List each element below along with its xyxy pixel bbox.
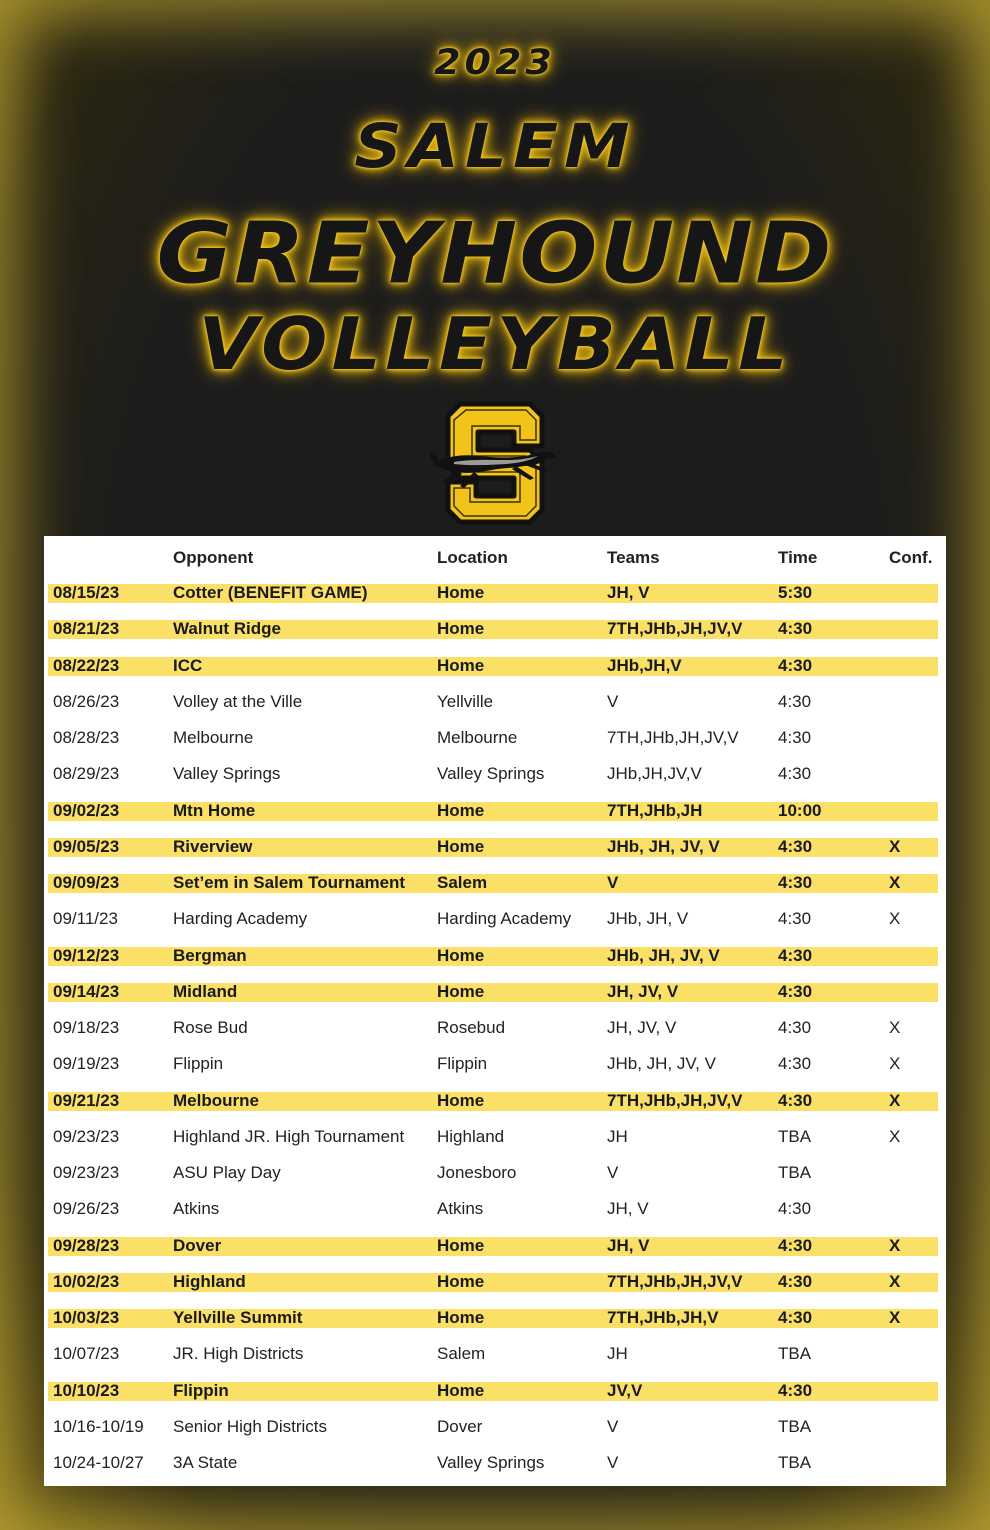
table-row [44,618,946,642]
row-opponent: Melbourne [173,1090,259,1110]
row-date: 08/28/23 [53,728,120,747]
row-date: 08/29/23 [53,764,120,784]
row-opponent: Bergman [173,945,247,965]
row-date: 09/09/23 [53,873,120,892]
row-location: Home [437,1308,485,1327]
row-location: Rosebud [437,1018,506,1037]
row-conf: X [889,909,901,929]
row-teams: V [607,1453,619,1472]
row-date: 10/07/23 [53,1344,120,1364]
row-date: 09/26/23 [53,1199,120,1219]
row-opponent: Riverview [173,836,253,856]
row-location: Home [437,981,485,1001]
row-date: 09/23/23 [53,1163,120,1182]
row-location: Home [437,655,485,675]
row-date: 09/12/23 [53,945,120,965]
table-row [44,582,946,606]
table-row [44,1017,946,1041]
row-time: 4:30 [778,1380,813,1400]
row-conf: X [889,1308,901,1327]
row-opponent: Harding Academy [173,909,308,929]
row-location: Valley Springs [437,764,545,784]
title-mascot: GREYHOUND [156,204,834,303]
row-teams: JH, V [607,1235,650,1255]
row-location: Dover [437,1416,483,1436]
row-conf: X [889,873,901,892]
row-time: 4:30 [778,1054,812,1074]
row-opponent: Flippin [173,1054,224,1074]
row-conf: X [889,1126,901,1146]
table-row [44,1053,946,1077]
row-opponent: ASU Play Day [173,1163,281,1182]
row-opponent: Midland [173,981,238,1001]
row-time: 4:30 [778,1199,812,1219]
row-date: 09/14/23 [53,981,120,1001]
row-teams: 7TH,JHb,JH,JV,V [607,619,743,639]
row-opponent: Walnut Ridge [173,619,281,639]
row-time: 4:30 [778,728,812,747]
table-row [44,981,946,1005]
row-date: 10/10/23 [53,1380,120,1400]
row-location: Home [437,945,485,965]
row-teams: JHb,JH,V [607,655,682,675]
row-teams: JHb,JH,JV,V [607,764,702,784]
table-row [44,727,946,751]
table-row [44,1452,946,1476]
table-row [44,945,946,969]
row-opponent: Highland [173,1271,246,1291]
row-time: 4:30 [778,619,813,639]
row-date: 10/02/23 [53,1271,120,1291]
row-location: Home [437,1090,485,1110]
row-teams: JH, JV, V [607,981,679,1001]
row-teams: JH, JV, V [607,1018,677,1037]
header-time: Time [778,548,818,567]
row-time: 4:30 [778,1271,813,1291]
row-date: 10/16-10/19 [53,1416,144,1436]
row-time: 5:30 [778,583,813,602]
row-location: Salem [437,1344,486,1364]
row-date: 08/21/23 [53,619,120,639]
row-teams: V [607,691,619,711]
row-date: 08/22/23 [53,655,120,675]
row-location: Melbourne [437,728,518,747]
row-date: 09/28/23 [53,1235,120,1255]
row-time: 4:30 [778,691,812,711]
row-time: TBA [778,1126,812,1146]
row-opponent: Highland JR. High Tournament [173,1126,405,1146]
title-sport: VOLLEYBALL [198,303,792,387]
row-date: 09/05/23 [53,836,120,856]
row-location: Highland [437,1126,505,1146]
row-location: Home [437,1235,485,1255]
row-opponent: Atkins [173,1199,220,1219]
row-opponent: Rose Bud [173,1018,248,1037]
row-teams: 7TH,JHb,JH,JV,V [607,1090,743,1110]
table-row [44,1343,946,1367]
row-opponent: Mtn Home [173,800,256,820]
row-opponent: Set’em in Salem Tournament [173,873,406,892]
row-time: TBA [778,1344,812,1364]
schedule-table [44,536,946,1486]
row-date: 08/15/23 [53,583,120,602]
row-conf: X [889,836,901,856]
row-conf: X [889,1235,901,1255]
row-time: TBA [778,1416,812,1436]
row-time: 4:30 [778,873,813,892]
title-year: 2023 [434,41,556,83]
row-teams: 7TH,JHb,JH,V [607,1308,719,1327]
row-teams: 7TH,JHb,JH [607,800,703,820]
row-location: Flippin [437,1054,488,1074]
row-location: Home [437,800,485,820]
table-row [44,1235,946,1259]
row-time: 4:30 [778,1235,813,1255]
row-location: Home [437,619,485,639]
row-teams: JH, V [607,583,650,602]
row-conf: X [889,1090,901,1110]
row-teams: JH [607,1344,628,1364]
header-location: Location [437,548,508,567]
row-teams: V [607,873,619,892]
row-opponent: Melbourne [173,728,254,747]
row-opponent: JR. High Districts [173,1344,304,1364]
row-conf: X [889,1018,901,1037]
row-time: 4:30 [778,909,812,929]
table-header [44,548,946,574]
table-row [44,1380,946,1404]
row-teams: V [607,1416,619,1436]
row-teams: JHb, JH, JV, V [607,836,720,856]
row-teams: JHb, JH, JV, V [607,945,720,965]
table-row [44,908,946,932]
row-location: Home [437,583,485,602]
row-opponent: Yellville Summit [173,1308,303,1327]
row-time: TBA [778,1163,812,1182]
row-time: TBA [778,1453,812,1472]
header-opponent: Opponent [173,548,254,567]
row-location: Yellville [437,691,494,711]
row-opponent: ICC [173,655,203,675]
row-opponent: Flippin [173,1380,229,1400]
row-conf: X [889,1054,901,1074]
row-date: 10/24-10/27 [53,1453,144,1472]
row-time: 4:30 [778,981,813,1001]
row-location: Home [437,836,485,856]
row-location: Jonesboro [437,1163,517,1182]
row-teams: JH, V [607,1199,649,1219]
row-teams: 7TH,JHb,JH,JV,V [607,1271,743,1291]
row-opponent: Cotter (BENEFIT GAME) [173,583,368,602]
row-teams: JH [607,1126,628,1146]
row-date: 09/19/23 [53,1054,120,1074]
row-teams: JHb, JH, V [607,909,689,929]
table-row [44,1126,946,1150]
table-row [44,836,946,860]
row-teams: 7TH,JHb,JH,JV,V [607,728,739,747]
row-conf: X [889,1271,901,1291]
row-teams: V [607,1163,619,1182]
row-time: 4:30 [778,945,813,965]
row-opponent: Valley Springs [173,764,281,784]
row-time: 4:30 [778,1090,813,1110]
table-row [44,1307,946,1331]
row-date: 09/02/23 [53,800,120,820]
row-time: 4:30 [778,1018,812,1037]
row-location: Home [437,1380,485,1400]
title-school: SALEM [354,111,636,182]
row-date: 08/26/23 [53,691,120,711]
row-location: Home [437,1271,485,1291]
table-row [44,800,946,824]
row-location: Valley Springs [437,1453,545,1472]
row-time: 4:30 [778,764,812,784]
row-time: 4:30 [778,836,813,856]
row-date: 09/11/23 [53,909,118,929]
row-location: Salem [437,873,488,892]
row-date: 09/21/23 [53,1090,120,1110]
row-opponent: Volley at the Ville [173,691,303,711]
row-opponent: Senior High Districts [173,1416,327,1436]
row-teams: JV,V [607,1380,643,1400]
row-opponent: Dover [173,1235,222,1255]
row-location: Harding Academy [437,909,572,929]
table-row [44,1271,946,1295]
table-row [44,1090,946,1114]
table-row [44,763,946,787]
table-row [44,1416,946,1440]
row-time: 10:00 [778,800,822,820]
table-row [44,691,946,715]
table-row [44,1198,946,1222]
row-time: 4:30 [778,655,813,675]
greyhound-s-logo-icon [430,398,560,528]
header-conf: Conf. [889,548,933,567]
row-location: Atkins [437,1199,484,1219]
row-time: 4:30 [778,1308,813,1327]
row-date: 09/23/23 [53,1126,120,1146]
row-date: 09/18/23 [53,1018,120,1037]
row-teams: JHb, JH, JV, V [607,1054,716,1074]
table-row [44,1162,946,1186]
table-row [44,655,946,679]
table-row [44,872,946,896]
row-date: 10/03/23 [53,1308,120,1327]
header-teams: Teams [607,548,660,567]
row-opponent: 3A State [173,1453,238,1472]
